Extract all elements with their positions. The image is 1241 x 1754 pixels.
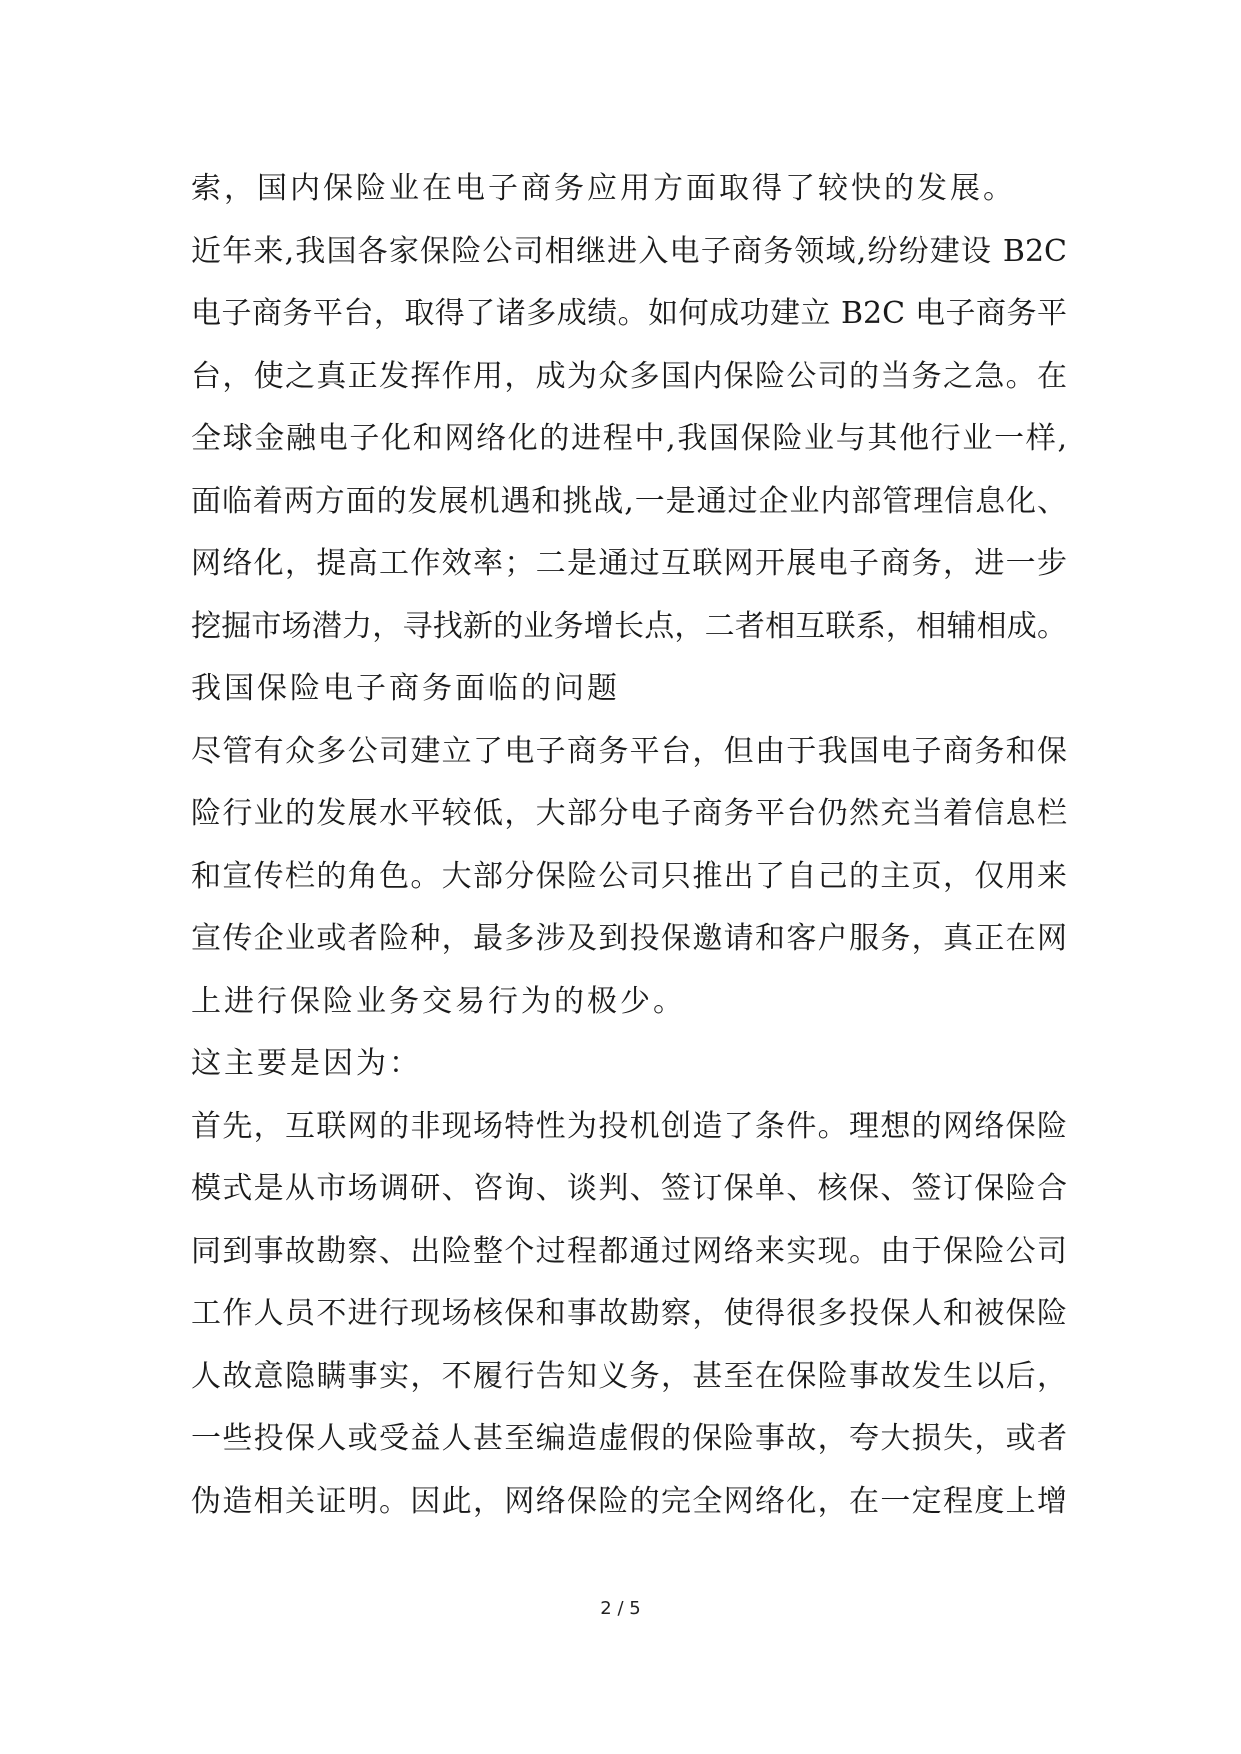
body-text — [191, 158, 1067, 1533]
text-line: 索，国内保险业在电子商务应用方面取得了较快的发展。 — [191, 171, 1016, 206]
text-line: 电子商务平台，取得了诸多成绩。如何成功建立 B2C 电子商务平 — [191, 296, 1067, 331]
text-line: 挖掘市场潜力，寻找新的业务增长点，二者相互联系，相辅相成。 — [191, 608, 1067, 644]
text-line: 首先，互联网的非现场特性为投机创造了条件。理想的网络保险 — [191, 1108, 1067, 1144]
text-line: 模式是从市场调研、咨询、谈判、签订保单、核保、签订保险合 — [191, 1171, 1067, 1206]
text-line: 近年来,我国各家保险公司相继进入电子商务领域,纷纷建设 B2C — [191, 233, 1067, 269]
text-line: 人故意隐瞒事实，不履行告知义务，甚至在保险事故发生以后， — [191, 1358, 1067, 1394]
text-line: 和宣传栏的角色。大部分保险公司只推出了自己的主页，仅用来 — [191, 858, 1067, 894]
text-line: 全球金融电子化和网络化的进程中,我国保险业与其他行业一样, — [191, 421, 1067, 456]
section-heading: 我国保险电子商务面临的问题 — [191, 671, 620, 706]
text-line: 台，使之真正发挥作用，成为众多国内保险公司的当务之急。在 — [191, 358, 1067, 394]
text-line: 险行业的发展水平较低，大部分电子商务平台仍然充当着信息栏 — [191, 796, 1067, 831]
text-line: 同到事故勘察、出险整个过程都通过网络来实现。由于保险公司 — [191, 1233, 1067, 1269]
page-number: 2 / 5 — [600, 1598, 641, 1619]
text-line: 工作人员不进行现场核保和事故勘察，使得很多投保人和被保险 — [191, 1296, 1067, 1331]
text-line: 面临着两方面的发展机遇和挑战,一是通过企业内部管理信息化、 — [191, 483, 1067, 519]
text-line: 网络化，提高工作效率；二是通过互联网开展电子商务，进一步 — [191, 546, 1067, 581]
text-line: 尽管有众多公司建立了电子商务平台，但由于我国电子商务和保 — [191, 733, 1067, 769]
text-line: 宣传企业或者险种，最多涉及到投保邀请和客户服务，真正在网 — [191, 921, 1067, 956]
text-line: 伪造相关证明。因此，网络保险的完全网络化，在一定程度上增 — [191, 1483, 1067, 1519]
text-line: 一些投保人或受益人甚至编造虚假的保险事故，夸大损失，或者 — [191, 1421, 1067, 1456]
text-line: 上进行保险业务交易行为的极少。 — [191, 983, 686, 1019]
text-line: 这主要是因为： — [191, 1046, 422, 1081]
